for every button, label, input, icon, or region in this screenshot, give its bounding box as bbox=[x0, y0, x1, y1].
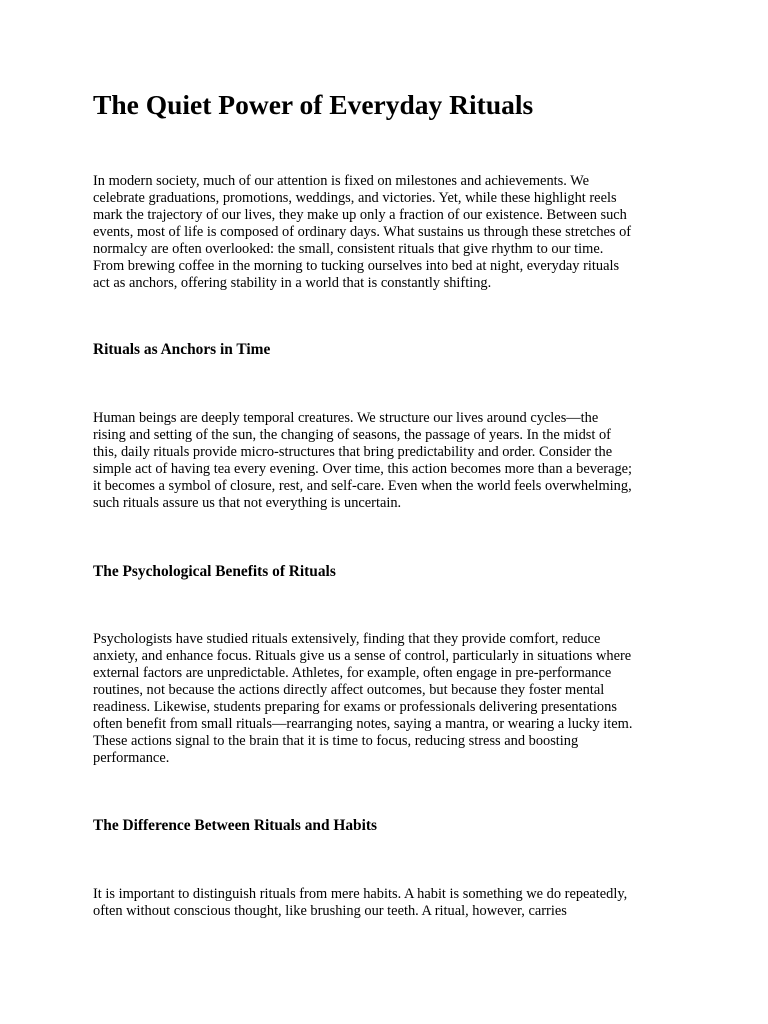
paragraph-line: normalcy are often overlooked: the small, consistent rituals that give rhythm to our time. bbox=[93, 241, 604, 257]
paragraph-line: act as anchors, offering stability in a world that is constantly shifting. bbox=[93, 275, 492, 291]
paragraph-line: readiness. Likewise, students preparing for exams or professionals delivering presentations bbox=[93, 699, 617, 715]
paragraph-line: it becomes a symbol of closure, rest, and self-care. Even when the world feels overwhelming, bbox=[93, 478, 632, 494]
paragraph-line: external factors are unpredictable. Athletes, for example, often engage in pre-performance bbox=[93, 665, 612, 681]
section-paragraph-rituals-vs-habits bbox=[93, 886, 678, 920]
paragraph-line: routines, not because the actions directly affect outcomes, but because they foster mental bbox=[93, 682, 605, 698]
section-heading-rituals-vs-habits: The Difference Between Rituals and Habits bbox=[93, 817, 377, 834]
intro-paragraph bbox=[93, 173, 678, 292]
document-title: The Quiet Power of Everyday Rituals bbox=[93, 89, 534, 120]
paragraph-line: In modern society, much of our attention is fixed on milestones and achievements. We bbox=[93, 173, 589, 189]
paragraph-line: These actions signal to the brain that it is time to focus, reducing stress and boosting bbox=[93, 733, 579, 749]
section-paragraph-psychological-benefits bbox=[93, 631, 678, 767]
paragraph-line: events, most of life is composed of ordinary days. What sustains us through these stretches of bbox=[93, 224, 632, 240]
paragraph-line: Psychologists have studied rituals extensively, finding that they provide comfort, reduce bbox=[93, 631, 601, 647]
paragraph-line: often benefit from small rituals—rearranging notes, saying a mantra, or wearing a lucky item. bbox=[93, 716, 633, 732]
paragraph-line: simple act of having tea every evening. Over time, this action becomes more than a beverage; bbox=[93, 461, 633, 477]
section-heading-rituals-as-anchors: Rituals as Anchors in Time bbox=[93, 341, 271, 358]
paragraph-line: often without conscious thought, like brushing our teeth. A ritual, however, carries bbox=[93, 903, 567, 919]
paragraph-line: anxiety, and enhance focus. Rituals give us a sense of control, particularly in situations where bbox=[93, 648, 632, 664]
paragraph-line: It is important to distinguish rituals from mere habits. A habit is something we do repeatedly, bbox=[93, 886, 628, 902]
paragraph-line: celebrate graduations, promotions, weddings, and victories. Yet, while these highlight reels bbox=[93, 190, 617, 206]
section-paragraph-rituals-as-anchors bbox=[93, 410, 678, 512]
paragraph-line: such rituals assure us that not everything is uncertain. bbox=[93, 495, 402, 511]
paragraph-line: mark the trajectory of our lives, they make up only a fraction of our existence. Between such bbox=[93, 207, 627, 223]
paragraph-line: From brewing coffee in the morning to tucking ourselves into bed at night, everyday rituals bbox=[93, 258, 620, 274]
paragraph-line: performance. bbox=[93, 750, 170, 766]
paragraph-line: Human beings are deeply temporal creatures. We structure our lives around cycles—the bbox=[93, 410, 599, 426]
section-heading-psychological-benefits: The Psychological Benefits of Rituals bbox=[93, 563, 336, 580]
paragraph-line: this, daily rituals provide micro-structures that bring predictability and order. Consider the bbox=[93, 444, 613, 460]
paragraph-line: rising and setting of the sun, the changing of seasons, the passage of years. In the midst of bbox=[93, 427, 611, 443]
